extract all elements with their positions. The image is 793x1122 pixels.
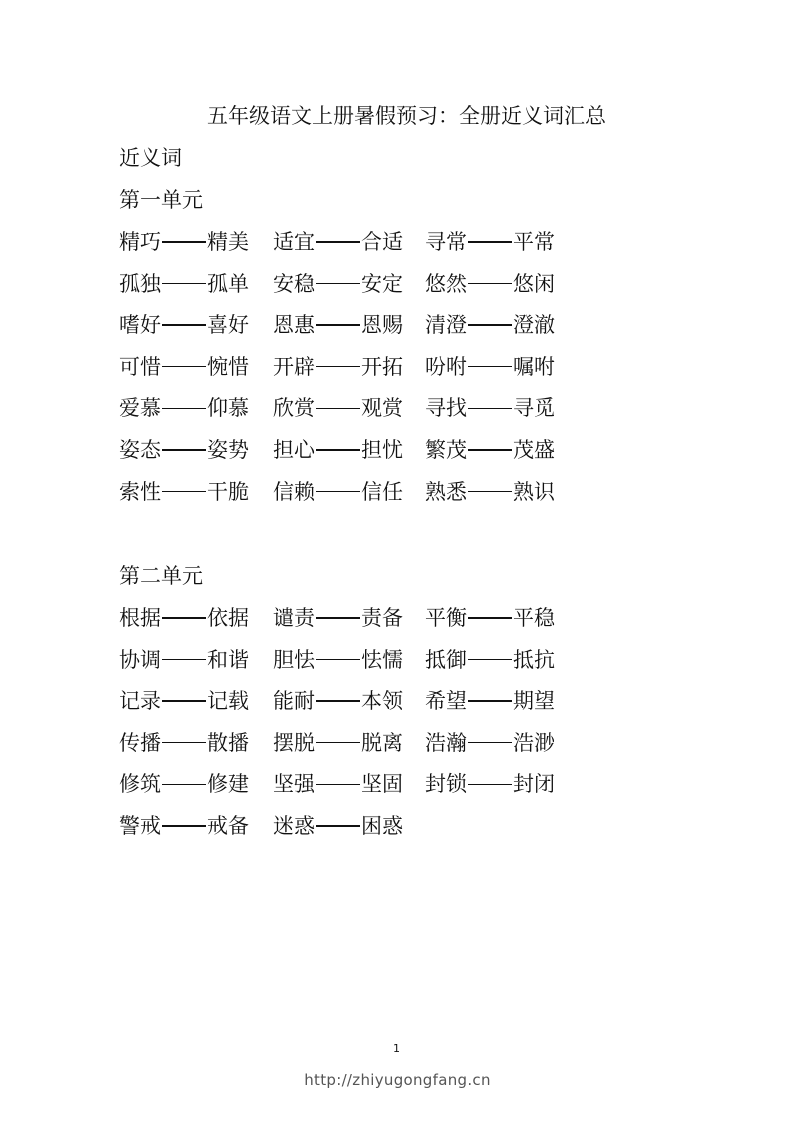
word: 担心: [273, 438, 315, 462]
em-dash-separator: [316, 241, 360, 242]
em-dash-separator: [162, 324, 206, 325]
em-dash-separator: [316, 408, 360, 409]
word: 欣赏: [273, 396, 315, 421]
synonym-pair: [425, 227, 555, 257]
synonym-word: 散播: [207, 730, 249, 755]
synonym-pair: [119, 227, 249, 257]
synonym-pair: [425, 269, 555, 299]
synonym-word: 怯懦: [361, 647, 403, 672]
synonym-pair: [273, 769, 403, 799]
synonym-pair: [273, 269, 403, 299]
em-dash-separator: [468, 324, 512, 325]
synonym-word: 平稳: [513, 606, 555, 630]
word: 爱慕: [119, 396, 161, 421]
synonym-pair: [119, 728, 249, 758]
synonym-word: 干脆: [207, 479, 249, 504]
synonym-pair: [273, 477, 403, 507]
synonym-pair: [119, 352, 249, 382]
synonym-pair: [273, 227, 403, 257]
word: 根据: [119, 606, 161, 630]
synonym-word: 恩赐: [361, 313, 403, 338]
em-dash-separator: [468, 742, 512, 743]
synonym-word: 开拓: [361, 354, 403, 379]
synonym-pair: [425, 645, 555, 675]
synonym-pair: [119, 811, 249, 841]
word: 信赖: [273, 479, 315, 504]
em-dash-separator: [162, 241, 206, 242]
synonym-word: 嘱咐: [513, 354, 555, 379]
word: 胆怯: [273, 647, 315, 672]
em-dash-separator: [316, 617, 360, 618]
word: 悠然: [425, 271, 467, 296]
word: 精巧: [119, 230, 161, 254]
em-dash-separator: [468, 366, 512, 367]
em-dash-separator: [316, 491, 360, 492]
synonym-pair: [425, 352, 555, 382]
word: 迷惑: [273, 814, 315, 838]
em-dash-separator: [162, 283, 206, 284]
synonym-pair: [119, 435, 249, 465]
em-dash-separator: [468, 784, 512, 785]
synonym-pair: [273, 811, 403, 841]
em-dash-separator: [162, 408, 206, 409]
word: 坚强: [273, 772, 315, 797]
word: 谴责: [273, 606, 315, 630]
synonym-word: 茂盛: [513, 438, 555, 462]
synonym-pair: [119, 477, 249, 507]
em-dash-separator: [316, 366, 360, 367]
em-dash-separator: [162, 617, 206, 618]
synonym-word: 平常: [513, 230, 555, 254]
em-dash-separator: [468, 617, 512, 618]
synonym-word: 信任: [361, 479, 403, 504]
synonym-pair: [273, 435, 403, 465]
word: 姿态: [119, 438, 161, 462]
synonym-pair: [425, 393, 555, 423]
synonym-pair: [273, 728, 403, 758]
section-heading: 近义词: [119, 146, 182, 170]
synonym-pair: [425, 310, 555, 340]
unit-heading: 第一单元: [119, 188, 203, 212]
synonym-word: 戒备: [207, 814, 249, 838]
em-dash-separator: [316, 825, 360, 826]
synonym-word: 困惑: [361, 814, 403, 838]
synonym-pair: [119, 686, 249, 716]
word: 摆脱: [273, 730, 315, 755]
word: 吩咐: [425, 354, 467, 379]
synonym-pair: [425, 435, 555, 465]
synonym-word: 和谐: [207, 647, 249, 672]
document-title: 五年级语文上册暑假预习：全册近义词汇总: [207, 104, 606, 128]
word: 索性: [119, 479, 161, 504]
synonym-word: 责备: [361, 606, 403, 630]
em-dash-separator: [162, 449, 206, 450]
word: 熟悉: [425, 479, 467, 504]
em-dash-separator: [162, 825, 206, 826]
em-dash-separator: [468, 449, 512, 450]
em-dash-separator: [468, 700, 512, 701]
synonym-word: 坚固: [361, 772, 403, 797]
word: 寻找: [425, 396, 467, 421]
synonym-word: 观赏: [361, 396, 403, 421]
page-number: 1: [393, 1042, 400, 1055]
word: 平衡: [425, 606, 467, 630]
synonym-word: 安定: [361, 271, 403, 296]
word: 希望: [425, 689, 467, 714]
synonym-word: 封闭: [513, 772, 555, 797]
em-dash-separator: [162, 366, 206, 367]
synonym-pair: [425, 686, 555, 716]
footer-url: http://zhiyugongfang.cn: [304, 1071, 491, 1089]
word: 传播: [119, 730, 161, 755]
em-dash-separator: [468, 241, 512, 242]
synonym-word: 期望: [513, 689, 555, 714]
synonym-pair: [273, 393, 403, 423]
synonym-pair: [425, 728, 555, 758]
word: 抵御: [425, 647, 467, 672]
synonym-word: 惋惜: [207, 354, 249, 379]
word: 恩惠: [273, 313, 315, 338]
word: 清澄: [425, 313, 467, 338]
unit-heading: 第二单元: [119, 564, 203, 588]
word: 繁茂: [425, 438, 467, 462]
synonym-word: 依据: [207, 606, 249, 630]
synonym-word: 本领: [361, 689, 403, 714]
word: 开辟: [273, 354, 315, 379]
word: 寻常: [425, 230, 467, 254]
word: 警戒: [119, 814, 161, 838]
synonym-word: 合适: [361, 230, 403, 254]
synonym-pair: [119, 645, 249, 675]
em-dash-separator: [316, 283, 360, 284]
synonym-pair: [273, 686, 403, 716]
synonym-word: 记载: [207, 689, 249, 714]
word: 封锁: [425, 772, 467, 797]
synonym-pair: [119, 603, 249, 633]
em-dash-separator: [468, 283, 512, 284]
synonym-word: 姿势: [207, 438, 249, 462]
em-dash-separator: [316, 324, 360, 325]
synonym-word: 精美: [207, 230, 249, 254]
synonym-word: 脱离: [361, 730, 403, 755]
synonym-pair: [119, 269, 249, 299]
synonym-word: 悠闲: [513, 271, 555, 296]
synonym-word: 担忧: [361, 438, 403, 462]
em-dash-separator: [468, 659, 512, 660]
word: 适宜: [273, 230, 315, 254]
synonym-word: 抵抗: [513, 647, 555, 672]
synonym-word: 寻觅: [513, 396, 555, 421]
em-dash-separator: [316, 659, 360, 660]
em-dash-separator: [316, 700, 360, 701]
word: 能耐: [273, 689, 315, 714]
synonym-pair: [273, 645, 403, 675]
synonym-pair: [119, 393, 249, 423]
em-dash-separator: [468, 491, 512, 492]
em-dash-separator: [162, 742, 206, 743]
synonym-pair: [273, 310, 403, 340]
synonym-word: 仰慕: [207, 396, 249, 421]
synonym-pair: [273, 352, 403, 382]
word: 记录: [119, 689, 161, 714]
em-dash-separator: [162, 659, 206, 660]
synonym-pair: [425, 603, 555, 633]
synonym-word: 喜好: [207, 313, 249, 338]
word: 安稳: [273, 271, 315, 296]
em-dash-separator: [316, 449, 360, 450]
word: 浩瀚: [425, 730, 467, 755]
em-dash-separator: [316, 742, 360, 743]
em-dash-separator: [316, 784, 360, 785]
em-dash-separator: [162, 491, 206, 492]
synonym-pair: [119, 769, 249, 799]
synonym-pair: [425, 769, 555, 799]
synonym-pair: [425, 477, 555, 507]
word: 嗜好: [119, 313, 161, 338]
em-dash-separator: [162, 700, 206, 701]
synonym-word: 孤单: [207, 271, 249, 296]
em-dash-separator: [162, 784, 206, 785]
synonym-pair: [273, 603, 403, 633]
synonym-word: 熟识: [513, 479, 555, 504]
synonym-word: 修建: [207, 772, 249, 797]
word: 修筑: [119, 772, 161, 797]
synonym-word: 浩渺: [513, 730, 555, 755]
word: 可惜: [119, 354, 161, 379]
em-dash-separator: [468, 408, 512, 409]
synonym-pair: [119, 310, 249, 340]
synonym-word: 澄澈: [513, 313, 555, 338]
word: 协调: [119, 647, 161, 672]
word: 孤独: [119, 271, 161, 296]
